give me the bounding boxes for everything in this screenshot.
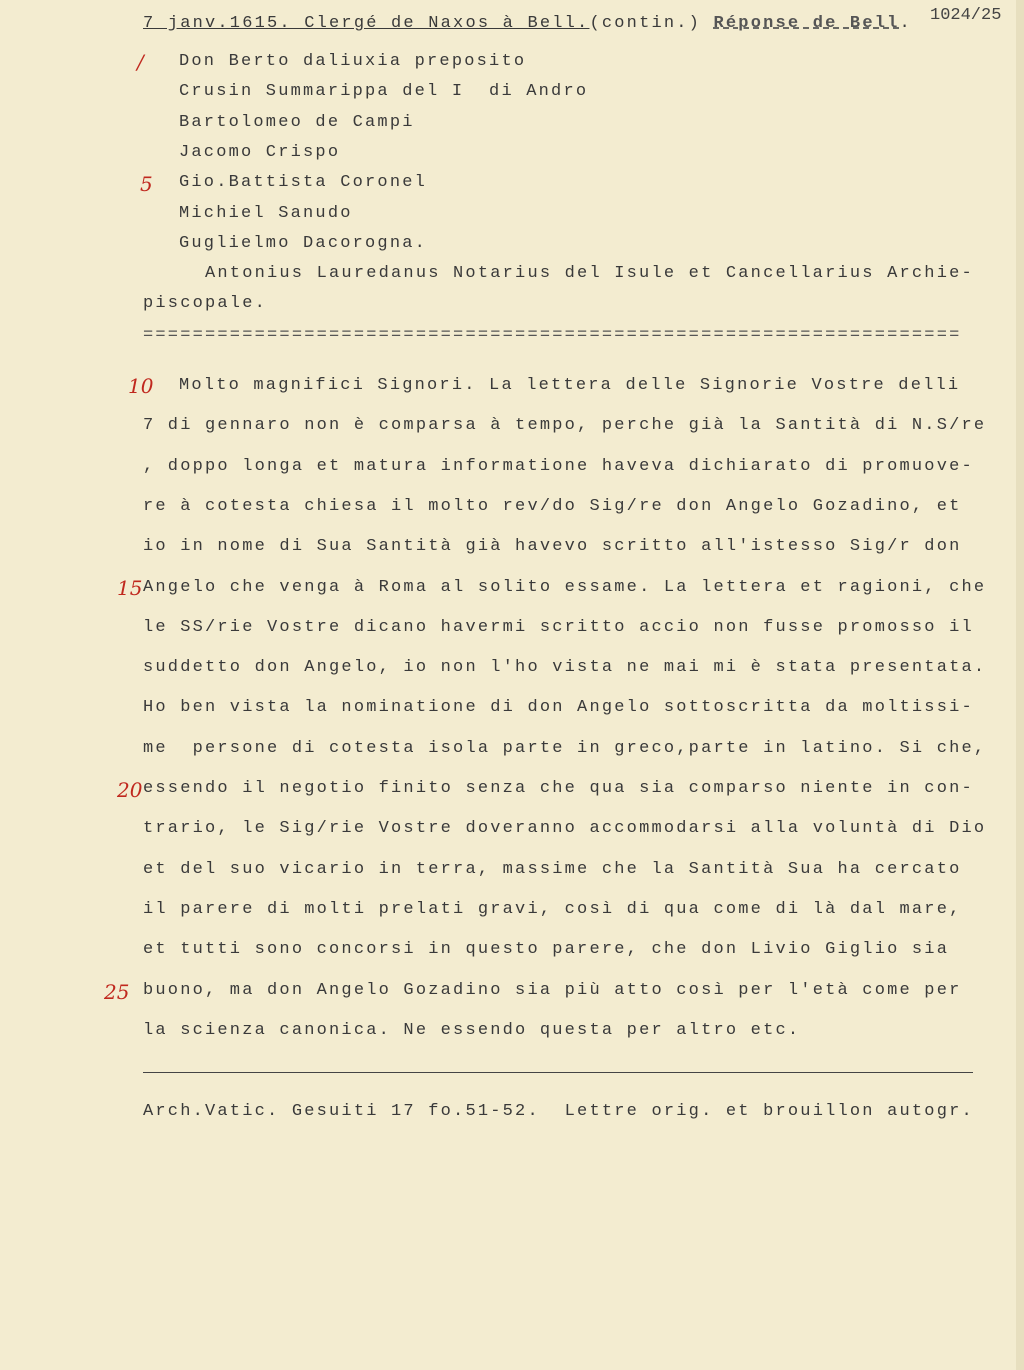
body-line: suddetto don Angelo, io non l'ho vista ne mai mi è stata presentata.	[143, 658, 987, 678]
line-number-5: 5	[140, 172, 153, 196]
notary-line: piscopale.	[143, 294, 268, 313]
body-line: il parere di molti prelati gravi, così di qua come di là dal mare,	[143, 899, 962, 919]
body-line: trario, le Sig/rie Vostre doveranno accommodarsi alla voluntà di Dio	[143, 819, 987, 839]
body-line: le SS/rie Vostre dicano havermi scritto accio non fusse promosso il	[143, 617, 974, 637]
document-header	[143, 14, 912, 33]
line-number-15: 15	[117, 576, 143, 600]
header-reply: Réponse de Bell	[713, 14, 900, 33]
signature-line: Bartolomeo de Campi	[179, 112, 415, 132]
folio-number: 1024/25	[930, 6, 1002, 25]
body-line: Angelo che venga à Roma al solito essame. La lettera et ragioni, che	[143, 577, 987, 597]
line-number-25: 25	[104, 980, 130, 1004]
body-line: , doppo longa et matura informatione haveva dichiarato di promuove-	[143, 456, 974, 476]
signature-line: Jacomo Crispo	[179, 142, 341, 162]
archive-reference: Arch.Vatic. Gesuiti 17 fo.51-52. Lettre orig. et brouillon autogr.	[143, 1102, 974, 1121]
body-line: Molto magnifici Signori. La lettera delle Signorie Vostre delli	[179, 376, 961, 395]
header-dot: .	[899, 14, 912, 33]
notary-line: Antonius Lauredanus Notarius del Isule et Cancellarius Archie-	[205, 264, 974, 283]
body-line: la scienza canonica. Ne essendo questa per altro etc.	[143, 1020, 801, 1040]
body-line: 7 di gennaro non è comparsa à tempo, perche già la Santità di N.S/re	[143, 416, 987, 436]
header-title: 7 janv.1615. Clergé de Naxos à Bell.	[143, 14, 590, 33]
signature-line: Don Berto daliuxia preposito	[179, 52, 527, 71]
body-line: et tutti sono concorsi in questo parere, che don Livio Giglio sia	[143, 940, 950, 960]
line-number-1: /	[137, 50, 144, 74]
page-edge	[1016, 0, 1024, 1370]
header-contin: (contin.)	[589, 14, 714, 33]
body-line: io in nome di Sua Santità già havevo scritto all'istesso Sig/r don	[143, 537, 962, 557]
line-number-20: 20	[117, 778, 143, 802]
signature-line: Gio.Battista Coronel	[179, 173, 428, 193]
body-line: re à cotesta chiesa il molto rev/do Sig/re don Angelo Gozadino, et	[143, 496, 962, 516]
signature-line: Michiel Sanudo	[179, 203, 353, 223]
body-line: me persone di cotesta isola parte in greco,parte in latino. Si che,	[143, 738, 987, 758]
body-line: buono, ma don Angelo Gozadino sia più atto così per l'età come per	[143, 980, 962, 1000]
line-number-10: 10	[128, 374, 154, 398]
body-line: et del suo vicario in terra, massime che la Santità Sua ha cercato	[143, 859, 962, 879]
body-line: essendo il negotio finito senza che qua sia comparso niente in con-	[143, 779, 974, 798]
signature-line: Crusin Summarippa del I di Andro	[179, 82, 589, 102]
body-line: Ho ben vista la nominatione di don Angelo sottoscritta da moltissi-	[143, 698, 974, 718]
separator-line: ==================================================================	[143, 326, 962, 345]
footer-rule	[143, 1072, 973, 1073]
signature-line: Guglielmo Dacorogna.	[179, 233, 428, 253]
